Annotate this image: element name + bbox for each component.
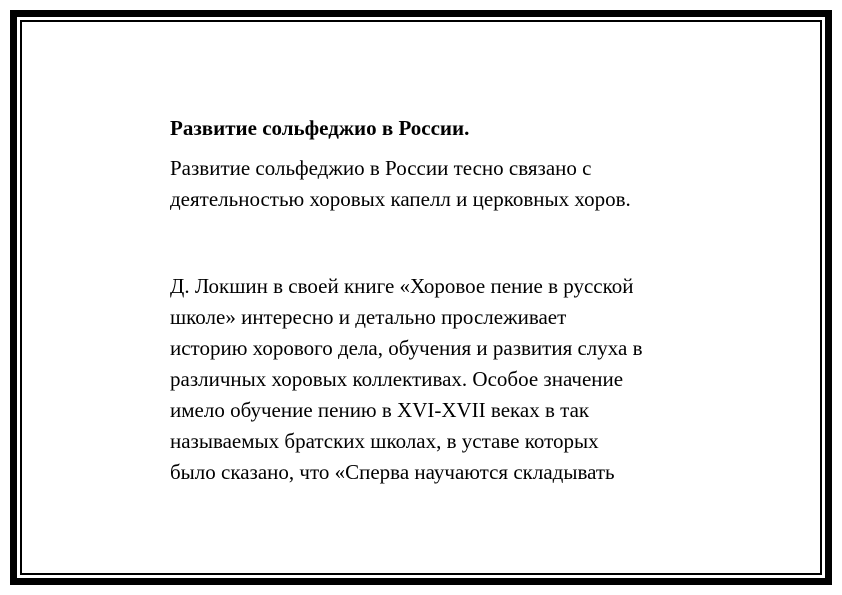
text-line: имело обучение пению в XVI-XVII веках в так [170, 398, 590, 422]
text-line: Развитие сольфеджио в России тесно связано с [170, 156, 592, 180]
paragraph-spacer [170, 215, 750, 271]
paragraph-1 [170, 153, 750, 215]
text-line: историю хорового дела, обучения и развития слуха в [170, 336, 643, 360]
text-line: называемых братских школах, в уставе которых [170, 429, 599, 453]
text-line: было сказано, что «Сперва научаются складывать [170, 460, 615, 484]
text-line: деятельностью хоровых капелл и церковных хоров. [170, 187, 631, 211]
text-line: Д. Локшин в своей книге «Хоровое пение в русской [170, 274, 634, 298]
slide-content [170, 113, 750, 488]
paragraph-2 [170, 271, 750, 488]
slide-title: Развитие сольфеджио в России. [170, 116, 470, 140]
text-line: школе» интересно и детально прослеживает [170, 305, 567, 329]
text-line: различных хоровых коллективах. Особое значение [170, 367, 624, 391]
